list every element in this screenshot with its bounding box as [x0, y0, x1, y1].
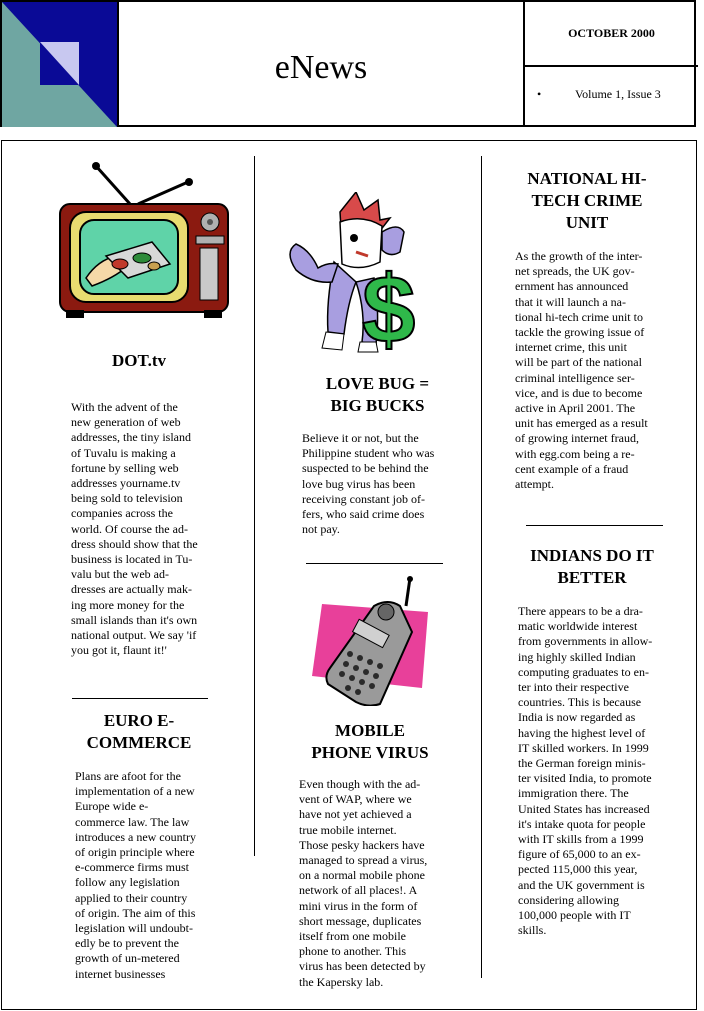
text-line: and the UK government is: [518, 877, 645, 892]
text-line: vice, and is due to become: [515, 385, 643, 400]
text-line: dresses are actually mak-: [71, 582, 192, 597]
text-line: itself from one mobile: [299, 929, 406, 944]
text-line: companies across the: [71, 506, 173, 521]
text-line: ter visited India, to promote: [518, 771, 652, 786]
text-line: not pay.: [302, 522, 340, 537]
text-line: applied to their country: [75, 890, 188, 905]
indians-heading: [512, 545, 672, 589]
heading-line: EURO E-: [103, 711, 175, 730]
text-line: phone to another. This: [299, 944, 407, 959]
text-line: true mobile internet.: [299, 822, 397, 837]
dottv-body: [71, 400, 241, 658]
text-line: suspected to be behind the: [302, 461, 429, 476]
text-line: India is now regarded as: [518, 710, 636, 725]
heading-line: PHONE VIRUS: [311, 743, 429, 762]
text-line: ing more money for the: [71, 597, 185, 612]
text-line: addresses yourname.tv: [71, 476, 181, 491]
text-line: countries. This is because: [518, 695, 642, 710]
svg-text:$: $: [362, 256, 416, 357]
text-line: Those pesky hackers have: [299, 837, 425, 852]
text-line: network of all places!. A: [299, 883, 418, 898]
text-line: There appears to be a dra-: [518, 604, 643, 618]
crime-heading: [512, 168, 662, 234]
heading-line: INDIANS DO IT: [530, 546, 654, 565]
text-line: IT skilled workers. In 1999: [518, 740, 649, 755]
text-line: active in April 2001. The: [515, 401, 636, 416]
text-line: 100,000 people with IT: [518, 908, 631, 923]
masthead: [0, 0, 696, 127]
text-line: Plans are afoot for the: [75, 769, 181, 783]
heading-line: LOVE BUG =: [325, 374, 430, 393]
text-line: the Kapersky lab.: [299, 974, 384, 989]
text-line: of origin principle where: [75, 845, 195, 860]
text-line: fortune by selling web: [71, 460, 179, 475]
lovebug-heading: [300, 373, 455, 417]
text-line: legislation will undoubt-: [75, 921, 193, 936]
text-line: managed to spread a virus,: [299, 853, 428, 868]
text-line: follow any legislation: [75, 875, 180, 890]
text-line: internet businesses: [75, 966, 166, 981]
text-line: of origin. The aim of this: [75, 905, 196, 920]
text-line: implementation of a new: [75, 784, 195, 799]
text-line: with egg.com being a re-: [515, 446, 635, 461]
text-line: from governments in allow-: [518, 634, 653, 649]
text-line: receiving constant job of-: [302, 491, 425, 506]
text-line: ernment has announced: [515, 279, 629, 294]
text-line: Believe it or not, but the: [302, 431, 419, 445]
text-line: will be part of the national: [515, 355, 642, 370]
euro-body: [75, 769, 245, 982]
column-rule-1: [254, 156, 255, 856]
text-line: being sold to television: [71, 491, 183, 506]
text-line: ing highly skilled Indian: [518, 649, 636, 664]
mobile-phone-clipart: [310, 576, 435, 711]
text-line: mini virus in the form of: [299, 898, 418, 913]
love-bug-clipart: [282, 192, 437, 362]
issue-info: [523, 2, 698, 127]
column-rule-2: [481, 156, 482, 978]
text-line: cent example of a fraud: [515, 461, 629, 476]
text-line: pected 115,000 this year,: [518, 862, 638, 877]
text-line: ter into their respective: [518, 680, 629, 695]
issue-date: OCTOBER 2000: [525, 2, 698, 67]
heading-line: NATIONAL HI-: [527, 169, 647, 188]
text-line: dress should show that the: [71, 536, 198, 551]
text-line: have not yet achieved a: [299, 807, 412, 822]
heading-line: MOBILE: [335, 721, 405, 740]
text-line: internet crime, this unit: [515, 340, 627, 355]
text-line: United States has increased: [518, 801, 650, 816]
text-line: matic worldwide interest: [518, 619, 638, 634]
text-line: growth of un-metered: [75, 951, 180, 966]
text-line: attempt.: [515, 477, 554, 492]
dottv-heading: DOT.tv: [112, 351, 166, 370]
text-line: considering allowing: [518, 892, 619, 907]
text-line: national output. We say 'if: [71, 628, 197, 643]
separator-line: [306, 563, 443, 564]
text-line: vent of WAP, where we: [299, 792, 412, 807]
text-line: world. Of course the ad-: [71, 521, 188, 536]
television-clipart: [58, 160, 233, 325]
heading-line: BIG BUCKS: [330, 396, 425, 415]
text-line: tional hi-tech crime unit to: [515, 309, 643, 324]
text-line: net spreads, the UK gov-: [515, 264, 635, 279]
newsletter-title: eNews: [274, 48, 368, 86]
text-line: unit has emerged as a result: [515, 416, 648, 431]
mobile-body: [299, 777, 469, 990]
text-line: having the highest level of: [518, 725, 646, 740]
text-line: e-commerce firms must: [75, 860, 189, 875]
text-line: addresses, the tiny island: [71, 430, 191, 445]
heading-line: TECH CRIME: [531, 191, 643, 210]
text-line: it's intake quota for people: [518, 816, 646, 831]
text-line: figure of 65,000 to an ex-: [518, 847, 641, 862]
text-line: valu but the web ad-: [71, 567, 169, 582]
mobile-heading: [295, 720, 445, 764]
text-line: you got it, flaunt it!': [71, 643, 167, 658]
text-line: edly be to prevent the: [75, 936, 179, 951]
text-line: fers, who said crime does: [302, 507, 425, 522]
text-line: of Tuvalu is making a: [71, 445, 176, 460]
indians-body: [518, 604, 693, 938]
crime-body: [515, 249, 690, 492]
text-line: virus has been detected by: [299, 959, 426, 974]
text-line: the German foreign minis-: [518, 756, 646, 771]
text-line: Europe wide e-: [75, 799, 149, 814]
text-line: criminal intelligence ser-: [515, 370, 635, 385]
text-line: short message, duplicates: [299, 913, 422, 928]
bullet-glyph: •: [537, 87, 542, 101]
text-line: new generation of web: [71, 415, 181, 430]
text-line: immigration there. The: [518, 786, 629, 801]
text-line: As the growth of the inter-: [515, 249, 643, 263]
text-line: on a normal mobile phone: [299, 868, 425, 883]
text-line: that it will launch a na-: [515, 294, 626, 309]
text-line: Philippine student who was: [302, 446, 435, 461]
text-line: commerce law. The law: [75, 814, 190, 829]
separator-line: [72, 698, 208, 699]
text-line: with IT skills from a 1999: [518, 832, 644, 847]
heading-line: UNIT: [565, 213, 609, 232]
text-line: computing graduates to en-: [518, 664, 649, 679]
text-line: tackle the growing issue of: [515, 325, 645, 340]
text-line: With the advent of the: [71, 400, 178, 414]
volume-text: Volume 1, Issue 3: [575, 87, 661, 101]
text-line: introduces a new country: [75, 829, 196, 844]
text-line: of growing internet fraud,: [515, 431, 639, 446]
text-line: business is located in Tu-: [71, 552, 193, 567]
text-line: small islands than it's own: [71, 612, 198, 627]
lovebug-body: [302, 431, 472, 537]
heading-line: COMMERCE: [86, 733, 192, 752]
text-line: Even though with the ad-: [299, 777, 421, 791]
text-line: love bug virus has been: [302, 476, 416, 491]
heading-line: BETTER: [557, 568, 627, 587]
separator-line: [526, 525, 663, 526]
euro-heading: [64, 710, 214, 754]
logo: [2, 2, 119, 127]
text-line: skills.: [518, 923, 547, 938]
